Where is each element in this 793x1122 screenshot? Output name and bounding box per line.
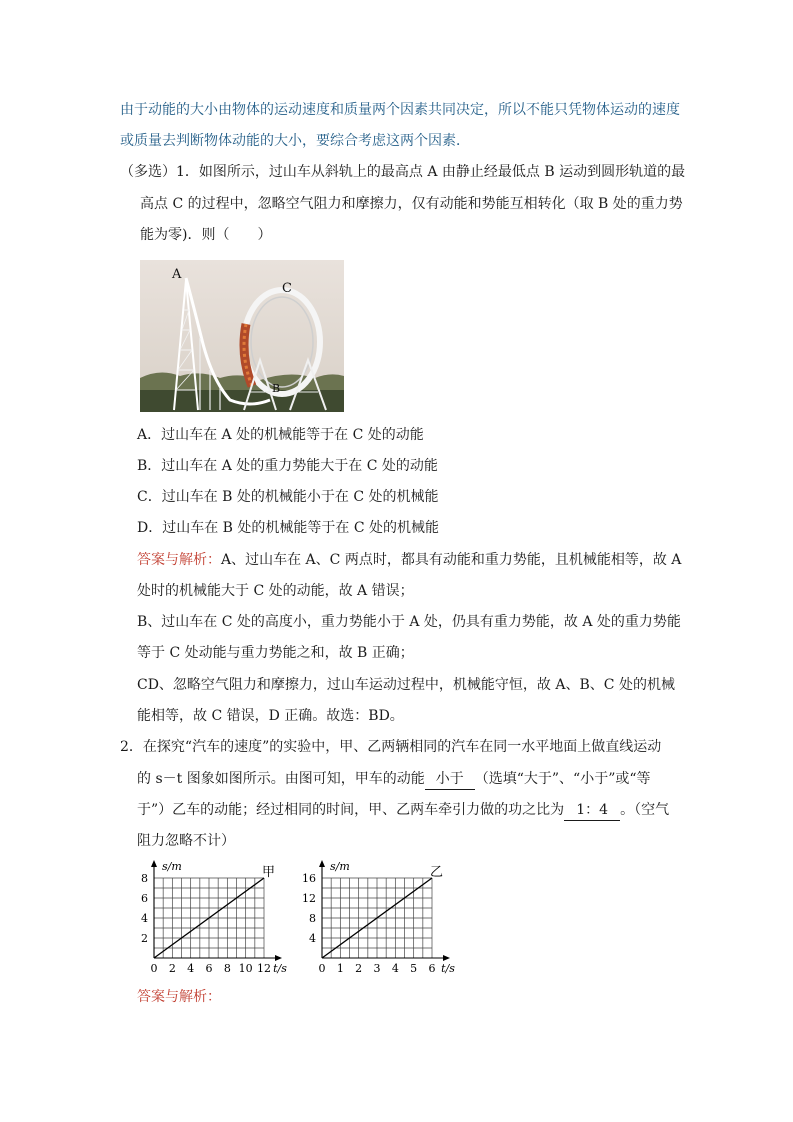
q1-answer-line-1 [137,550,681,570]
q1-answer-label: 答案与解析： [137,552,221,568]
q1-stem-line-2: 高点 C 的过程中，忽略空气阻力和摩擦力，仅有动能和势能互相转化（取 B 处的重力势 [140,196,683,212]
point-c-label: C [282,281,292,296]
x-tick-label: 6 [428,962,436,975]
x-tick-label: 8 [223,962,231,975]
q2-line3-post: 。（空气 [620,802,670,818]
x-tick-label: 3 [373,962,381,975]
chart-jia [128,858,294,980]
q2-line2-pre: 的 s－t 图象如图所示。由图可知，甲车的动能 [137,771,425,787]
y-tick-label: 2 [141,932,148,945]
x-axis-arrow [275,955,282,961]
x-tick-label: 1 [336,962,344,975]
x-tick-label: 12 [257,962,271,975]
intro-line-1: 由于动能的大小由物体的运动速度和质量两个因素共同决定，所以不能只凭物体运动的速度 [120,102,680,118]
q1-option-b: B．过山车在 A 处的重力势能大于在 C 处的动能 [137,458,438,474]
q2-line2-post: （选填“大于”、“小于”或“等 [474,771,651,787]
x-axis-label: t/s [441,962,455,975]
q1-answer-line-4: 等于 C 处动能与重力势能之和，故 B 正确； [137,645,414,661]
x-tick-label: 2 [355,962,363,975]
x-axis-arrow [443,955,450,961]
q2-stem-line-1: 2．在探究“汽车的速度”的实验中，甲、乙两辆相同的汽车在同一水平地面上做直线运动 [120,739,662,755]
x-tick-label: 6 [205,962,213,975]
q2-stem-line-4: 阻力忽略不计） [137,833,235,849]
q1-answer-line-3: B、过山车在 C 处的高度小，重力势能小于 A 处，仍具有重力势能，故 A 处的重力势能 [137,614,681,630]
x-tick-label: 2 [168,962,176,975]
y-axis-arrow [151,860,157,867]
x-tick-label: 10 [238,962,253,975]
y-axis-label: s/m [162,860,182,873]
q2-answer-label: 答案与解析： [137,989,221,1005]
y-tick-label: 8 [309,912,316,925]
answer-blank-1: 小于 [425,769,475,790]
q1-answer-line-2: 处时的机械能大于 C 处的动能，故 A 错误； [137,583,414,599]
chart-title: 乙 [430,865,444,880]
y-tick-label: 16 [302,872,316,885]
q2-stem-line-3 [137,800,669,821]
y-tick-label: 4 [309,932,316,945]
chart-yi [296,858,462,980]
y-axis-label: s/m [330,860,350,873]
point-a-label: A [172,267,182,282]
y-axis-arrow [319,860,325,867]
y-tick-label: 8 [141,872,148,885]
chart-title: 甲 [262,865,276,880]
q1-answer-text-1: A、过山车在 A、C 两点时，都具有动能和重力势能，且机械能相等，故 A [221,552,682,568]
q2-line3-pre: 于”）乙车的动能；经过相同的时间，甲、乙两车牵引力做的功之比为 [137,802,565,818]
q1-answer-line-6: 能相等，故 C 错误，D 正确。故选：BD。 [137,708,404,724]
x-tick-label: 5 [410,962,418,975]
x-tick-label: 4 [391,962,399,975]
x-tick-label: 4 [187,962,195,975]
x-tick-label: 0 [150,962,158,975]
intro-line-2: 或质量去判断物体动能的大小，要综合考虑这两个因素． [120,133,470,149]
y-tick-label: 12 [302,892,316,905]
answer-blank-2: 1：4 [564,800,620,821]
q2-stem-line-2 [137,769,651,790]
q1-answer-line-5: CD、忽略空气阻力和摩擦力，过山车运动过程中，机械能守恒，故 A、B、C 处的机械 [137,677,675,693]
q1-stem-line-3: 能为零)．则（ ） [140,227,272,243]
q1-option-d: D．过山车在 B 处的机械能等于在 C 处的机械能 [137,520,440,536]
x-axis-label: t/s [273,962,287,975]
q1-stem-line-1: （多选）1．如图所示，过山车从斜轨上的最高点 A 由静止经最低点 B 运动到圆形轨道的最 [120,164,686,180]
point-b-label: B [272,382,281,395]
q1-option-c: C．过山车在 B 处的机械能小于在 C 处的机械能 [137,489,439,505]
y-tick-label: 4 [141,912,148,925]
y-tick-label: 6 [141,892,148,905]
roller-coaster-photo [140,260,344,412]
x-tick-label: 0 [318,962,326,975]
q1-option-a: A．过山车在 A 处的机械能等于在 C 处的动能 [137,427,424,443]
